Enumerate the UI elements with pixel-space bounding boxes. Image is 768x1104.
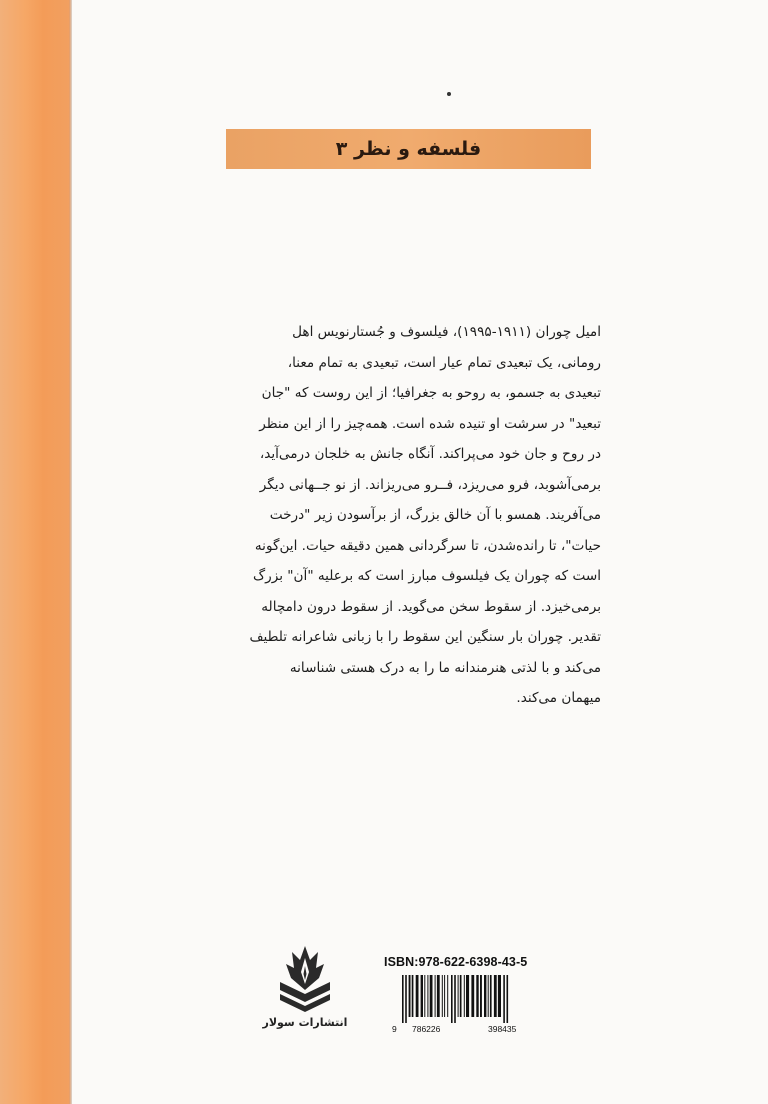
barcode-right-digits: 398435 xyxy=(488,1024,517,1034)
barcode-bar xyxy=(476,975,478,1017)
barcode-bar xyxy=(421,975,423,1017)
barcode-bar xyxy=(430,975,433,1017)
barcode-bar xyxy=(427,975,428,1017)
barcode-bar xyxy=(409,975,411,1017)
publisher-name: انتشارات سولار xyxy=(262,1016,348,1029)
blurb-line: میهمان می‌کند. xyxy=(516,690,601,706)
barcode-bar xyxy=(405,975,407,1023)
barcode-bar xyxy=(435,975,436,1017)
blurb-line: تقدیر. چوران بار سنگین این سقوط را با زبانی شاعرانه تلطیف xyxy=(249,629,601,645)
blurb-line: در روح و جان خود می‌پراکند. آنگاه جانش به خلجان درمی‌آید، xyxy=(259,446,601,462)
blurb-line: تبعید" در سرشت او تنیده شده است. همه‌چیز را از این منظر xyxy=(259,415,601,432)
barcode-bar xyxy=(503,975,505,1023)
blurb-line: می‌کند و با لذتی هنرمندانه ما را به درک هستی شناسانه xyxy=(289,659,601,676)
isbn-label: ISBN:978-622-6398-43-5 xyxy=(384,955,528,969)
blurb-line: امیل چوران (۱۹۱۱-۱۹۹۵)، فیلسوف و جُستارنویس اهل xyxy=(292,324,601,340)
barcode-bar xyxy=(507,975,509,1023)
barcode-bar xyxy=(437,975,440,1017)
blurb-line: است که چوران یک فیلسوف مبارز است که برعلیه "آن" بزرگ xyxy=(252,568,601,584)
blurb-line: رومانی، یک تبعیدی تمام عیار است، تبعیدی به تمام معنا، xyxy=(287,354,601,371)
barcode-bar xyxy=(444,975,445,1017)
barcode-bar xyxy=(454,975,456,1023)
blurb-line: تبعیدی به جسمو، به روحو به جغرافیا؛ از این روست که "جان xyxy=(261,385,601,401)
blurb-line: می‌آفریند. همسو با آن خالق بزرگ، از برآسودن زیر "درخت xyxy=(269,507,601,523)
barcode-bar xyxy=(466,975,469,1017)
barcode-bar xyxy=(460,975,462,1017)
barcode-bar xyxy=(498,975,501,1017)
barcode-bar xyxy=(464,975,465,1017)
barcode-bar xyxy=(471,975,474,1017)
barcode-bar xyxy=(447,975,448,1017)
isbn-barcode xyxy=(398,975,578,1023)
barcode-bar xyxy=(494,975,497,1017)
series-title-band xyxy=(226,129,591,169)
barcode-bar xyxy=(490,975,492,1017)
barcode-first-digit: 9 xyxy=(392,1024,397,1034)
barcode-bar xyxy=(451,975,453,1023)
series-title: فلسفه و نظر ۳ xyxy=(335,138,482,160)
barcode-bar xyxy=(484,975,486,1017)
barcode-bar xyxy=(458,975,459,1017)
barcode-bar xyxy=(488,975,489,1017)
barcode-bar xyxy=(416,975,419,1017)
barcode-bar xyxy=(480,975,482,1017)
barcode-bar xyxy=(442,975,443,1017)
barcode-bar xyxy=(402,975,404,1023)
blurb-line: برمی‌خیزد. از سقوط سخن می‌گوید. از سقوط درون دامچاله xyxy=(261,598,601,615)
blurb-line: برمی‌آشوبد، فرو می‌ریزد، فــرو می‌ریزاند. از نو جــهانی دیگر xyxy=(259,476,601,493)
speck xyxy=(447,92,451,96)
barcode-left-digits: 786226 xyxy=(412,1024,441,1034)
back-cover-blurb xyxy=(218,317,601,714)
barcode-bar xyxy=(424,975,425,1017)
barcode-bar xyxy=(412,975,414,1017)
blurb-line: حیات"، تا رانده‌شدن، تا سرگردانی همین دقیقه حیات. این‌گونه xyxy=(254,537,601,554)
book-spine-strip xyxy=(0,0,72,1104)
